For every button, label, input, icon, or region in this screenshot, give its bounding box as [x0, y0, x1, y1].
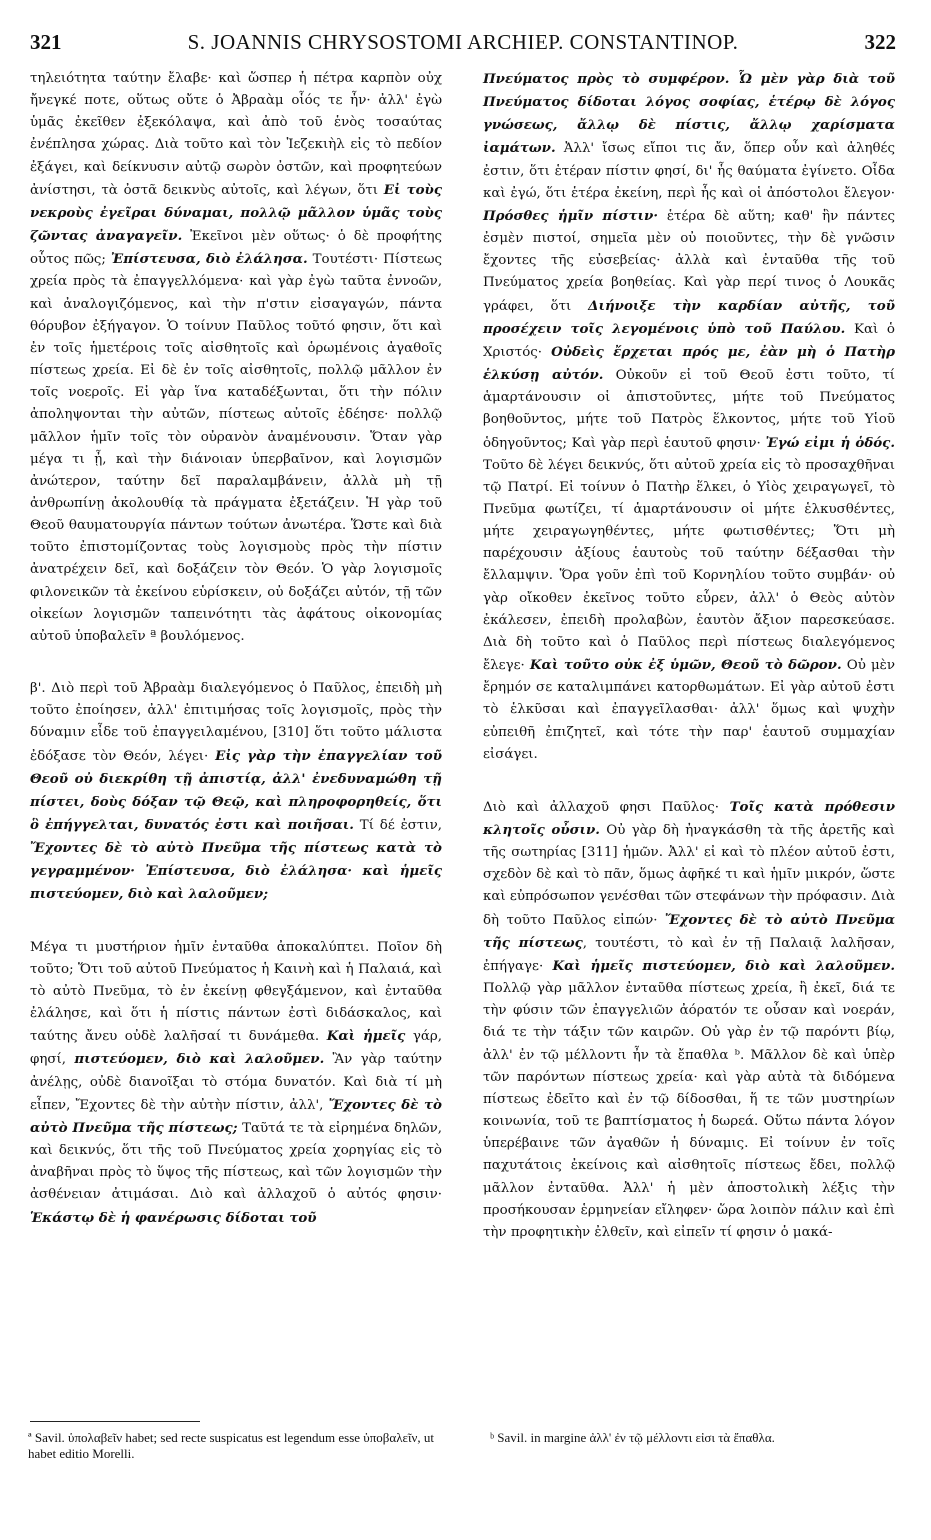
scripture-quote: Ἔχοντες δὲ τὸ αὐτὸ Πνεῦμα τῆς πίστεως κατὰ τὸ γεγραμμένον· Ἐπίστευσα, διὸ ἐλάλησα· καὶ ἡμεῖς πιστεύομεν, διὸ καὶ λαλοῦμεν;	[30, 840, 442, 903]
text-run: Ἀλλ' ἴσως εἴποι τις ἄν, ὅπερ οὖν καὶ ἀληθές ἐστιν, ὅτι ἑτέραν πίστιν φησί, δι' ἧς θαύματα ἐγίνετο. Οἶδα καὶ ἐγώ, ὅτι ἑτέρα ἐκείνη, περὶ ἧς καὶ οἱ ἀπόστολοι ἔλεγον·	[483, 141, 895, 201]
text-run	[729, 72, 737, 87]
scripture-quote: Οὐδεὶς ἔρχεται πρός με, ἐὰν μὴ ὁ Πατὴρ ἑλκύσῃ αὐτόν.	[483, 343, 895, 384]
scripture-quote: Καὶ τοῦτο οὐκ ἐξ ὑμῶν, Θεοῦ τὸ δῶρον.	[529, 657, 842, 674]
text-run: Ἐκεῖνοι μὲν οὕτως· ὁ δὲ προφήτης οὗτος πῶς;	[30, 229, 442, 268]
text-run: Τοῦτο δὲ λέγει δεικνύς, ὅτι αὐτοῦ χρεία εἰς τὸ προσαχθῆναι τῷ Πατρί. Εἰ τοίνυν ὁ Πατὴρ ἕλκει, ὁ Υἱὸς χειραγωγεῖ, τὸ Πνεῦμα φωτίζει, τί ἁμαρτάνουσιν οἱ μήτε ἑλκυσθέντες, μήτε χειραγωγηθέντες, μήτε φωτισθέντες; Ὅτι μὴ παρέχουσιν ἀξίους ἑαυτοὺς τοῦ ταύτην δέξασθαι τὴν ἔλλαμψιν. Ὅρα γοῦν ἐπὶ τοῦ Κορνηλίου τοῦτο συμβάν· οὐ γὰρ οἴκοθεν ἐκεῖνος τοῦτο εὗρεν, ἀλλ' ὁ Θεὸς αὐτὸν ἐκάλεσεν, ἐπειδὴ προλαβὼν, ἑαυτὸν ἄξιον παρεσκεύασε. Διὰ δὴ τοῦτο καὶ ὁ Παῦλος περὶ πίστεως διαλεγόμενος ἔλεγε·	[483, 457, 895, 674]
footnote-a: ª Savil. ὑπολαβεῖν habet; sed recte suspicatus est legendum esse ὑποβαλεῖν, ut habet editio Morelli.	[28, 1430, 434, 1461]
text-run: Διὸ καὶ ἀλλαχοῦ φησι Παῦλος·	[483, 799, 730, 815]
text-run: Πολλῷ γὰρ μᾶλλον ἐνταῦθα πίστεως χρεία, ἢ ἐκεῖ, διά τε τὴν φύσιν τῶν ἐπαγγελιῶν ἀόρατόν τε οὖσαν καὶ νοεράν, διά τε τὴν τάξιν τῶν καιρῶν. Οὐ γὰρ ἐν τῷ παρόντι βίῳ, ἀλλ' ἐν τῷ μέλλοντι ἦν τὰ ἔπαθλα ᵇ. Μᾶλλον δὲ καὶ ὑπὲρ τῶν παρόντων πίστεως χρεία· καὶ γὰρ αὐτὰ τὰ διδόμενα πίστεως ἐδεῖτο καὶ ἐν τῷ δίδοσθαι, ἥ τε τῶν μυστηρίων κοινωνία, τοῦ τε βαπτίσματος ἡ δωρεά. Οὕτω πάντα λόγον ὑπερέβαινε τῶν ἀγαθῶν ἡ δύναμις. Εἰ τοίνυν ἐν τοῖς παχυτάτοις ἐκείνοις καὶ αἰσθητοῖς πίστεως ἔδει, πολλῷ μᾶλλον ἐνταῦθα. Ἀλλ' ἡ μὲν ἀποστολικὴ λέξις τὴν προσήκουσαν ἑρμηνείαν εἴληφεν· ὥρα λοιπὸν πάλιν καὶ ἐπὶ τὴν προφητικὴν ἐλθεῖν, καὶ εἰπεῖν τί φησιν ὁ μακά-	[483, 981, 895, 1240]
scripture-quote: Πρόσθες ἡμῖν πίστιν·	[483, 207, 658, 224]
text-run: τηλειότητα ταύτην ἔλαβε· καὶ ὥσπερ ἡ πέτρα καρπὸν οὐχ ἤνεγκέ ποτε, οὕτως οὔτε ὁ Ἀβραὰμ οἷός τε ἦν· ἀλλ' ἐγὼ ὑμᾶς ἐκεῖθεν ἐξεκόλαψα, καὶ ἀπὸ τοῦ ἑνὸς τοσαύτας ἐνέπλησα χώρας. Διὰ τοῦτο καὶ τὸν Ἰεζεκιὴλ εἰς τὸ πεδίον ἐξάγει, καὶ δείκνυσιν αὐτῷ σωρὸν ὀστῶν, καὶ προφητεύων ἀνίστησι, τὰ ὀστᾶ δεικνὺς αὐτοῖς, καὶ λέγων, ὅτι	[30, 71, 442, 198]
paragraph	[30, 68, 442, 648]
paragraph	[483, 68, 895, 766]
text-run: γάρ, φησί,	[30, 1029, 442, 1068]
scripture-quote: Πνεύματος πρὸς τὸ συμφέρον.	[483, 71, 730, 87]
text-run: Τουτέστι· Πίστεως χρεία πρὸς τὰ ἐπαγγελλόμενα· καὶ γὰρ ἐγὼ ταῦτα ἐννοῶν, καὶ ἀναλογιζόμενος, καὶ τὴν π'στιν εἰσαγαγών, πάντα θόρυβον ἐξήγαγον. Ὁ τοίνυν Παῦλος τοῦτό φησιν, ὅτι καὶ ἐν τοῖς ἡμετέροις τοῖς αἰσθητοῖς καὶ ὁρωμένοις ἀγαθοῖς πίστεως χρεία. Εἰ δὲ ἐν τοῖς αἰσθητοῖς, πολλῷ μᾶλλον ἐν τοῖς νοεροῖς. Εἰ γὰρ ἵνα καταδέξωνται, ὅτι τὴν πόλιν ἀποληψονται τὴν αὐτῶν, πίστεως αὐτοῖς ἐδέησε· πολλῷ μᾶλλον ἡμῖν τοῖς τὸν οὐρανὸν ἀναμένουσιν. Ὅταν γὰρ μέγα τι ᾖ, καὶ τὴν διάνοιαν ὑπερβαῖνον, καὶ λογισμῶν ἀνώτερον, ταύτην δεῖ παραλαμβάνειν, ἀλλὰ μὴ τῇ ἀνθρωπίνῃ ἀκολουθίᾳ τὰ πράγματα ἐξετάζειν. Ἡ γὰρ τοῦ Θεοῦ θαυματουργία πάντων τούτων ἀνωτέρα. Ὥστε καὶ διὰ τοῦτο ἐπιστομίζοντας τοὺς λογισμοὺς πρὸς τὴν πίστιν ἀνατρέχειν δεῖ, καὶ δοξάζειν τὸν Θεόν. Ὁ γὰρ λογισμοῖς φιλονεικῶν τὰ ἐκείνου εὑρίσκειν, οὐ δοξάζει αὐτόν, τῇ τῶν οἰκείων λογισμῶν ταπεινότητι τὰς ἀφάτους οἰκονομίας αὐτοῦ ὑποβαλεῖν ª βουλόμενος.	[30, 252, 442, 644]
text-run: Οὐ μὲν ἔρημόν σε καταλιμπάνει κατορθωμάτων. Εἰ γὰρ αὐτοῦ ἐστι τὸ ἑλκῦσαι καὶ ἐπαγγεῖλασθαι· ἀλλ' ὅμως καὶ ψυχὴν εὐπειθῆ ἐπιζητεῖ, καὶ τότε τὴν παρ' ἑαυτοῦ συμμαχίαν εἰσάγει.	[483, 658, 895, 762]
scripture-quote: Διήνοιξε τὴν καρδίαν αὐτῆς, τοῦ προσέχειν τοῖς λεγομένοις ὑπὸ τοῦ Παύλου.	[483, 297, 895, 337]
scripture-quote: πιστεύομεν, διὸ καὶ λαλοῦμεν.	[74, 1051, 325, 1068]
paragraph	[30, 937, 442, 1230]
scripture-quote: Εἰ τοὺς νεκροὺς ἐγεῖραι δύναμαι, πολλῷ μᾶλλον ὑμᾶς τοὺς ζῶντας ἀναγαγεῖν.	[30, 181, 443, 245]
running-header	[30, 30, 896, 56]
text-run: Τί δέ ἐστιν,	[353, 818, 442, 833]
footnote-rule	[30, 1421, 200, 1422]
page-number-right: 322	[864, 30, 896, 54]
running-title: S. JOANNIS CHRYSOSTOMI ARCHIEP. CONSTANTINOP.	[187, 30, 739, 54]
scripture-quote: Ἔχοντες δὲ τὸ αὐτὸ Πνεῦμα τῆς πίστεως;	[30, 1096, 442, 1136]
text-run: Οὐκοῦν εἰ τοῦ Θεοῦ ἐστι τοῦτο, τί ἁμαρτάνουσιν οἱ ἀπιστοῦντες, μήτε τοῦ Πνεύματος βοηθοῦντος, μήτε τοῦ Πατρὸς ἕλκοντος, μήτε τοῦ Υἱοῦ ὁδηγοῦντος; Καὶ γὰρ περὶ ἑαυτοῦ φησιν·	[483, 368, 895, 451]
text-run: Ταῦτά τε τὰ εἰρημένα δηλῶν, καὶ δεικνύς, ὅτι τῆς τοῦ Πνεύματος χρεία χορηγίας εἰς τὸ ἀναβῆναι πρὸς τὸ ὕψος τῆς πίστεως, καὶ τῶν λογισμῶν τὴν ἀσθένειαν ἀτιμάσαι. Διὸ καὶ ἀλλαχοῦ ὁ αὐτός φησιν·	[30, 1120, 442, 1203]
scripture-quote: Εἰς γὰρ τὴν ἐπαγγελίαν τοῦ Θεοῦ οὐ διεκρίθη τῇ ἀπιστίᾳ, ἀλλ' ἐνεδυναμώθη τῇ πίστει, δοὺς δόξαν τῷ Θεῷ, καὶ πληροφορηθείς, ὅτι ὃ ἐπήγγελται, δυνατός ἐστι καὶ ποιῆσαι.	[30, 747, 442, 833]
right-column	[483, 68, 895, 1244]
scripture-quote: Ἑκάστῳ δὲ ἡ φανέρωσις δίδοται τοῦ	[30, 1209, 317, 1226]
text-run: Καὶ ὁ Χριστός·	[483, 321, 895, 360]
text-run: β'. Διὸ περὶ τοῦ Ἀβραὰμ διαλεγόμενος ὁ Παῦλος, ἐπειδὴ μὴ τοῦτο ἐποίησεν, ἀλλ' ἐπιτιμήσας τοῖς λογισμοῖς, πρὸς τὴν δύναμιν εἶδε τοῦ ἐπαγγειλαμένου, [310] ὅτι τοῦτο μάλιστα ἐδόξασε τὸν Θεόν, λέγει·	[30, 681, 442, 764]
text-run: Μέγα τι μυστήριον ἡμῖν ἐνταῦθα ἀποκαλύπτει. Ποῖον δὴ τοῦτο; Ὅτι τοῦ αὐτοῦ Πνεύματος ἡ Καινὴ καὶ ἡ Παλαιά, καὶ τὸ αὐτὸ Πνεῦμα, τὸ ἐν ἐκείνῃ φθεγξάμενον, καὶ ἐνταῦθα ἐλάλησε, καὶ ὅτι ἡ πίστις πάντων ἐστὶ διδάσκαλος, καὶ ταύτης ἄνευ οὐδὲ λαλῆσαί τι δυνάμεθα.	[30, 939, 442, 1045]
scripture-quote: Καὶ ἡμεῖς πιστεύομεν, διὸ καὶ λαλοῦμεν.	[552, 957, 895, 974]
scripture-quote: Ἔχοντες δὲ τὸ αὐτὸ Πνεῦμα τῆς πίστεως	[483, 911, 895, 951]
text-run: Ἂν γὰρ ταύτην ἀνέλῃς, οὐδὲ διανοῖξαι τὸ στόμα δυνατόν. Καὶ διὰ τί μὴ εἶπεν, Ἔχοντες δὲ τὴν αὐτὴν πίστιν, ἀλλ',	[30, 1052, 442, 1113]
scripture-quote: Ὧ μὲν γὰρ διὰ τοῦ Πνεύματος δίδοται λόγος σοφίας, ἑτέρῳ δὲ λόγος γνώσεως, ἄλλῳ δὲ πίστις, ἄλλῳ χαρίσματα ἰαμάτων.	[483, 71, 895, 157]
text-run: ἑτέρα δὲ αὕτη; καθ' ἣν πάντες ἐσμὲν πιστοί, σημεῖα μὲν οὐ ποιοῦντες, τὴν δὲ γνῶσιν ἔχοντες τῆς εὐσεβείας· ἀλλὰ καὶ ἐνταῦθα τῆς τοῦ Πνεύματος χρεία βοηθείας. Καὶ γὰρ περί τινος ὁ Λουκᾶς γράφει, ὅτι	[483, 208, 895, 314]
scripture-quote: Ἐπίστευσα, διὸ ἐλάλησα.	[110, 251, 308, 268]
paragraph	[483, 796, 895, 1244]
left-column	[30, 68, 442, 1230]
scripture-quote: Καὶ ἡμεῖς	[326, 1028, 406, 1045]
scripture-quote: Ἐγώ εἰμι ἡ ὁδός.	[765, 434, 895, 451]
footnote-b: ᵇ Savil. in margine ἀλλ' ἐν τῷ μέλλοντι εἰσι τὰ ἔπαθλα.	[490, 1430, 775, 1445]
scripture-quote: Τοῖς κατὰ πρόθεσιν κλητοῖς οὖσιν.	[483, 798, 895, 838]
text-run: , τουτέστι, τὸ καὶ ἐν τῇ Παλαιᾷ λαλῆσαν, ἐπήγαγε·	[483, 935, 895, 974]
text-run: Οὐ γὰρ δὴ ἠναγκάσθη τὰ τῆς ἀρετῆς καὶ τῆς σωτηρίας [311] ἡμῶν. Ἀλλ' εἰ καὶ τὸ πλέον αὐτοῦ ἐστι, σχεδὸν δὲ καὶ τὸ πᾶν, ὅμως ἀφῆκέ τι καὶ ἡμῖν μικρόν, ὥστε καὶ εὐπρόσωπον γενέσθαι τῶν στεφάνων τὴν πρόφασιν. Διὰ δὴ τοῦτο Παῦλος εἰπών·	[483, 823, 895, 928]
page-number-left: 321	[30, 30, 62, 54]
paragraph	[30, 678, 442, 907]
